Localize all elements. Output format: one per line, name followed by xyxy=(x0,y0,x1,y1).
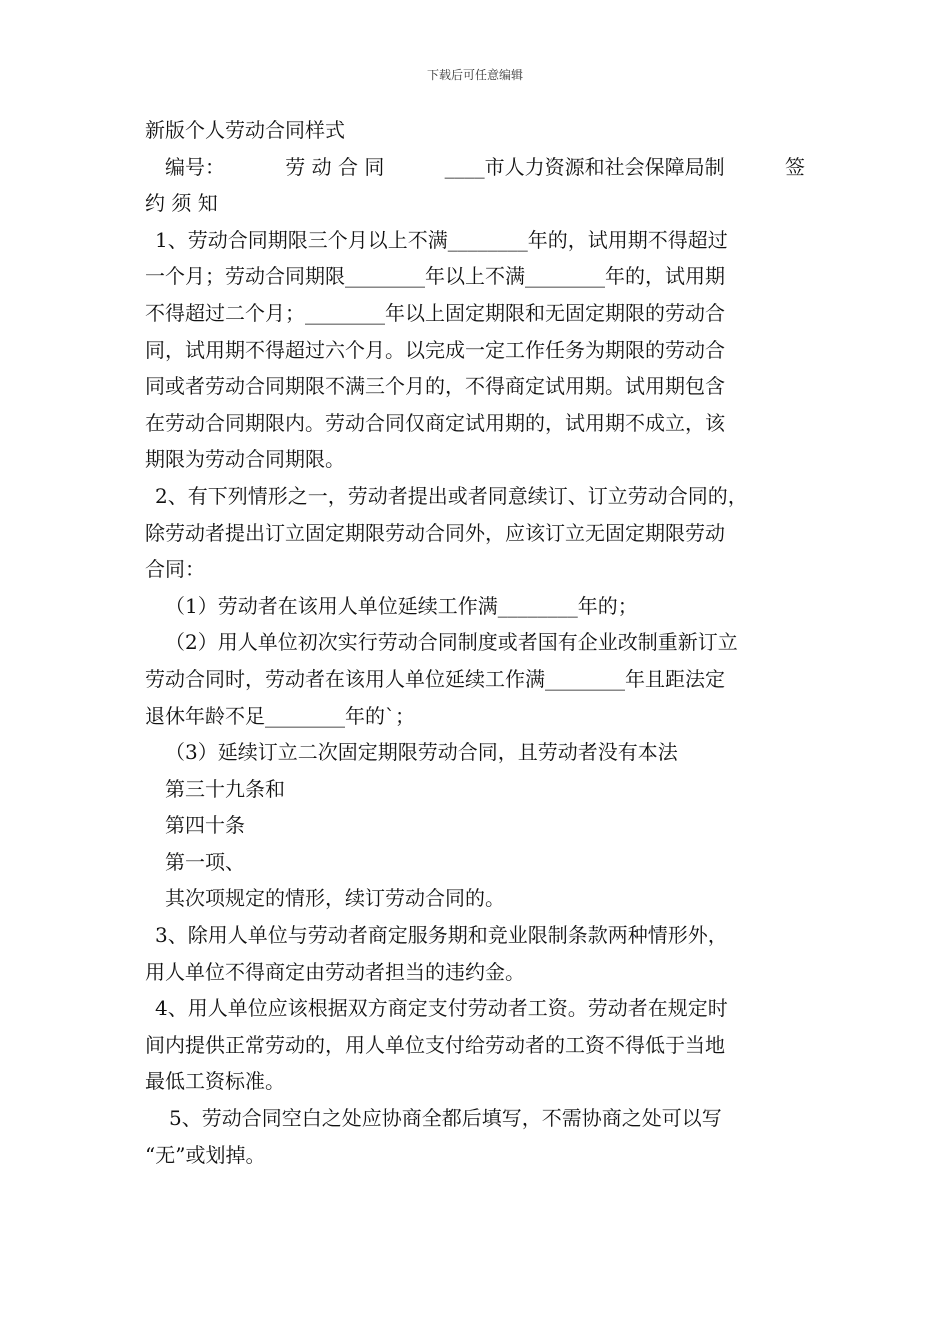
contract-number-label: 编号： xyxy=(165,154,225,179)
clause-2-item-3-ref-a: 第三十九条和 xyxy=(165,776,285,801)
clause-2-item-2-line-3: 退休年龄不足________年的`； xyxy=(145,703,415,728)
clause-2-item-2-line-2: 劳动合同时，劳动者在该用人单位延续工作满________年且距法定 xyxy=(145,666,725,691)
clause-2-item-3-ref-c: 第一项、 xyxy=(165,849,245,874)
clause-2-item-2-line-1: （2）用人单位初次实行劳动合同制度或者国有企业改制重新订立 xyxy=(165,630,738,655)
clause-2-item-3: （3）延续订立二次固定期限劳动合同，且劳动者没有本法 xyxy=(165,740,678,765)
clause-5-line-2: “无”或划掉。 xyxy=(145,1142,266,1167)
clause-3-line-2: 用人单位不得商定由劳动者担当的违约金。 xyxy=(145,959,525,984)
clause-2-item-3-end: 其次项规定的情形，续订劳动合同的。 xyxy=(165,886,505,911)
clause-5-line-1: 5、劳动合同空白之处应协商全都后填写，不需协商之处可以写 xyxy=(169,1106,722,1131)
clause-2-item-1: （1）劳动者在该用人单位延续工作满________年的； xyxy=(165,593,638,618)
clause-1-line-6: 在劳动合同期限内。劳动合同仅商定试用期的，试用期不成立，该 xyxy=(145,410,725,435)
clause-1-line-7: 期限为劳动合同期限。 xyxy=(145,447,345,472)
sign-notice-rest: 约 须 知 xyxy=(145,191,218,216)
clause-4-line-3: 最低工资标准。 xyxy=(145,1069,285,1094)
contract-meta-row xyxy=(145,149,805,186)
clause-2-line-2: 除劳动者提出订立固定期限劳动合同外，应该订立无固定期限劳动 xyxy=(145,520,725,545)
page-header-note: 下载后可任意编辑 xyxy=(426,68,523,82)
clause-1-line-4: 同，试用期不得超过六个月。以完成一定工作任务为期限的劳动合 xyxy=(145,337,725,362)
clause-2-item-3-ref-b: 第四十条 xyxy=(165,813,245,838)
clause-4-line-2: 间内提供正常劳动的，用人单位支付给劳动者的工资不得低于当地 xyxy=(145,1032,725,1057)
clause-4-line-1: 4、用人单位应该根据双方商定支付劳动者工资。劳动者在规定时 xyxy=(155,996,728,1021)
document-title: 新版个人劳动合同样式 xyxy=(145,118,345,142)
clause-2-line-1: 2、有下列情形之一，劳动者提出或者同意续订、订立劳动合同的， xyxy=(155,483,748,508)
clause-1-line-2: 一个月；劳动合同期限________年以上不满________年的，试用期 xyxy=(145,264,725,289)
clause-1-line-5: 同或者劳动合同期限不满三个月的，不得商定试用期。试用期包含 xyxy=(145,374,725,399)
clause-2-line-3: 合同： xyxy=(145,557,205,582)
clause-3-line-1: 3、除用人单位与劳动者商定服务期和竞业限制条款两种情形外， xyxy=(155,923,728,948)
clause-1-line-1: 1、劳动合同期限三个月以上不满________年的，试用期不得超过 xyxy=(155,227,728,252)
contract-label: 劳 动 合 同 xyxy=(285,154,385,179)
document-body xyxy=(145,112,810,1173)
clause-1-line-3: 不得超过二个月；________年以上固定期限和无固定期限的劳动合 xyxy=(145,300,725,325)
sign-notice-start: 签 xyxy=(784,154,805,179)
contract-issuer: ____市人力资源和社会保障局制 xyxy=(444,154,725,179)
